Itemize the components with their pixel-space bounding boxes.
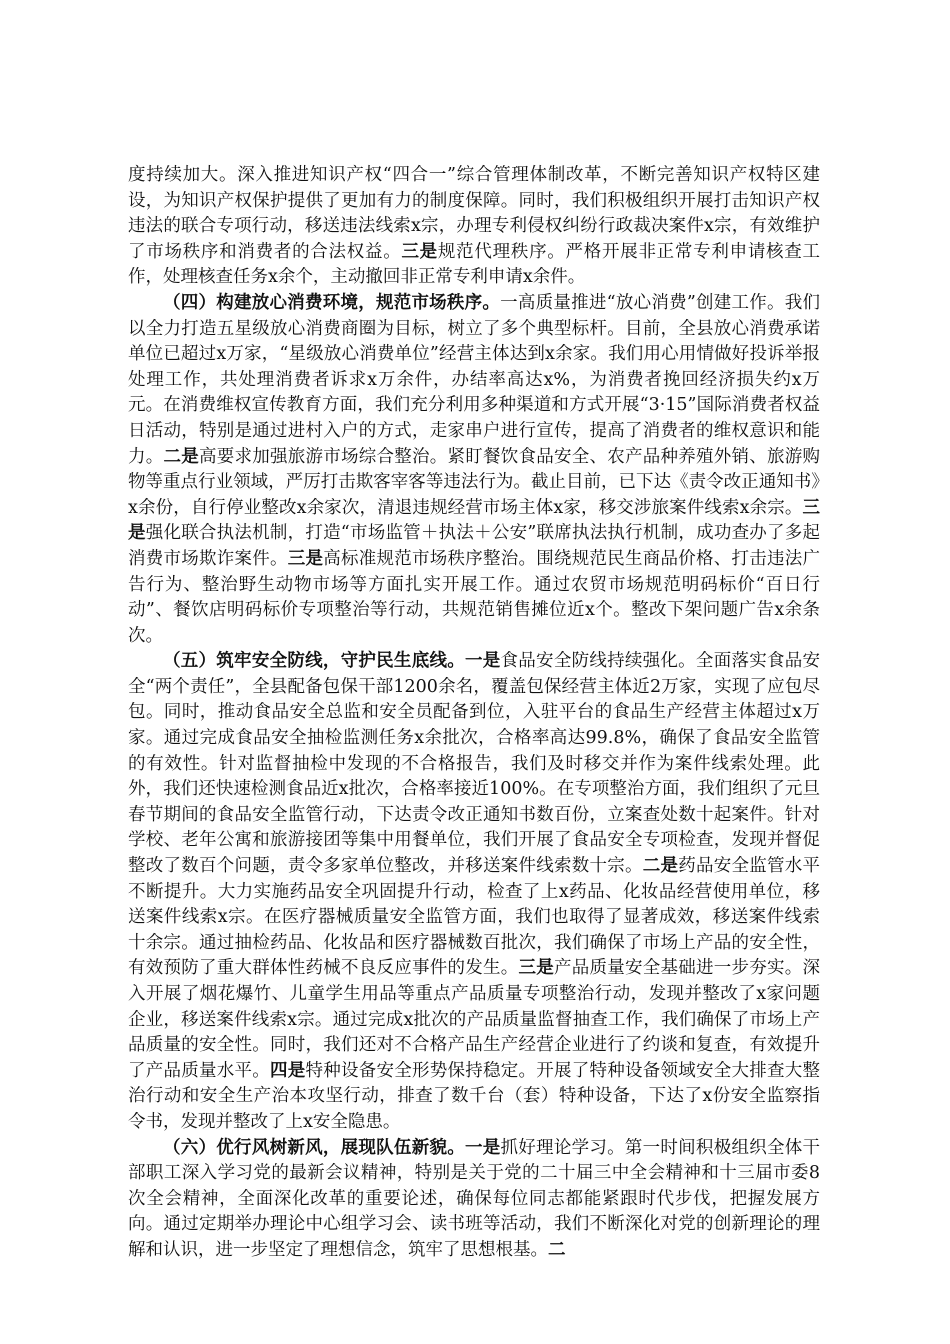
bold-marker: 三是 — [128, 497, 820, 544]
paragraph-section-4 — [128, 291, 820, 649]
bold-marker: 四是 — [270, 1060, 306, 1081]
bold-marker: 二是 — [163, 446, 199, 467]
paragraph-section-6 — [128, 1136, 820, 1264]
text-run: 产品质量安全基础进一步夯实。深入开展了烟花爆竹、儿童学生用品等重点产品质量专项整治行动，发现并整改了x家问题企业，移送案件线索x宗。通过完成x批次的产品质量监督抽查工作，我们确保了市场上产品质量的安全性。同时，我们还对不合格产品生产经营企业进行了约谈和复查，有效提升了产品质量水平。 — [128, 958, 820, 1081]
text-run: 特种设备安全形势保持稳定。开展了特种设备领域安全大排查大整治行动和安全生产治本攻坚行动，排查了数千台（套）特种设备，下达了x份安全监察指令书，发现并整改了上x安全隐患。 — [128, 1060, 820, 1132]
bold-marker: 一是 — [465, 1137, 501, 1158]
bold-marker: 二是 — [642, 856, 679, 877]
text-run: 强化联合执法机制，打造“市场监管＋执法＋公安”联席执法执行机制，成功查办了多起消费市场欺诈案件。 — [128, 523, 821, 569]
bold-marker: 三是 — [401, 241, 438, 262]
text-run: 度持续加大。深入推进知识产权“四合一”综合管理体制改革，不断完善知识产权特区建设，为知识产权保护提供了更加有力的制度保障。同时，我们积极组织开展打击知识产权违法的联合专项行动，移送违法线索x宗，办理专利侵权纠纷行政裁决案件x宗，有效维护了市场秩序和消费者的合法权益。 — [128, 165, 820, 262]
bold-marker: 三是 — [287, 548, 324, 569]
text-run: 高标准规范市场秩序整治。围绕规范民生商品价格、打击违法广告行为、整治野生动物市场等方面扎实开展工作。通过农贸市场规范明码标价“百日行动”、餐饮店明码标价专项整治等行动，共规范销售摊位近x个。整改下架问题广告x余条次。 — [128, 548, 820, 646]
paragraph-section-5 — [128, 649, 820, 1135]
text-run: 抓好理论学习。第一时间积极组织全体干部职工深入学习党的最新会议精神，特别是关于党的二十届三中全会精神和十三届市委8次全会精神，全面深化改革的重要论述，确保每位同志都能紧跟时代步伐，把握发展方向。通过定期举办理论中心组学习会、读书班等活动，我们不断深化对党的创新理论的理解和认识，进一步坚定了理想信念，筑牢了思想根基。 — [128, 1137, 821, 1260]
document-page — [128, 163, 820, 1264]
section-heading: （五）筑牢安全防线，守护民生底线。 — [163, 651, 465, 672]
text-run: 食品安全防线持续强化。全面落实食品安全“两个责任”，全县配备包保干部1200余名，覆盖包保经营主体近2万家，实现了应包尽包。同时，推动食品安全总监和安全员配备到位，入驻平台的食品生产经营主体超过x万家。通过完成食品安全抽检监测任务x余批次，合格率高达99.8%，确保了食品安全监管的有效性。针对监督抽检中发现的不合格报告，我们及时移交并作为案件线索处理。此外，我们还快速检测食品近x批次，合格率接近100%。在专项整治方面，我们组织了元旦春节期间的食品安全监管行动，下达责令改正通知书数百份，立案查处数十起案件。针对学校、老年公寓和旅游接团等集中用餐单位，我们开展了食品安全专项检查，发现并督促整改了数百个问题，责令多家单位整改，并移送案件线索数十宗。 — [128, 651, 821, 877]
bold-marker: 一是 — [465, 651, 501, 672]
text-run: 药品安全监管水平不断提升。大力实施药品安全巩固提升行动，检查了上x药品、化妆品经营使用单位，移送案件线索x宗。在医疗器械质量安全监管方面，我们也取得了显著成效，移送案件线索十余宗。通过抽检药品、化妆品和医疗器械数百批次，我们确保了市场上产品的安全性，有效预防了重大群体性药械不良反应事件的发生。 — [128, 856, 820, 979]
bold-marker: 二 — [548, 1239, 566, 1260]
section-heading: （四）构建放心消费环境，规范市场秩序。 — [163, 292, 501, 313]
text-run: 一高质量推进“放心消费”创建工作。我们以全力打造五星级放心消费商圈为目标，树立了多个典型标杆。目前，全县放心消费承诺单位已超过x万家，“星级放心消费单位”经营主体达到x余家。我们用心用情做好投诉举报处理工作，共处理消费者诉求x万余件，办结率高达x%，为消费者挽回经济损失约x万元。在消费维权宣传教育方面，我们充分利用多种渠道和方式开展“3·15”国际消费者权益日活动，特别是通过进村入户的方式，走家串户进行宣传，提高了消费者的维权意识和能力。 — [128, 292, 820, 467]
text-run: 规范代理秩序。严格开展非正常专利申请核查工作，处理核查任务x余个，主动撤回非正常专利申请x余件。 — [128, 241, 821, 288]
paragraph-ip-protection — [128, 163, 820, 291]
text-run: 高要求加强旅游市场综合整治。紧盯餐饮食品安全、农产品种养殖外销、旅游购物等重点行业领域，严厉打击欺客宰客等违法行为。截止目前，已下达《责令改正通知书》x余份，自行停业整改x余家次，清退违规经营市场主体x家，移交涉旅案件线索x余宗。 — [128, 446, 820, 518]
bold-marker: 三是 — [518, 958, 554, 979]
section-heading: （六）优行风树新风，展现队伍新貌。 — [163, 1137, 465, 1158]
